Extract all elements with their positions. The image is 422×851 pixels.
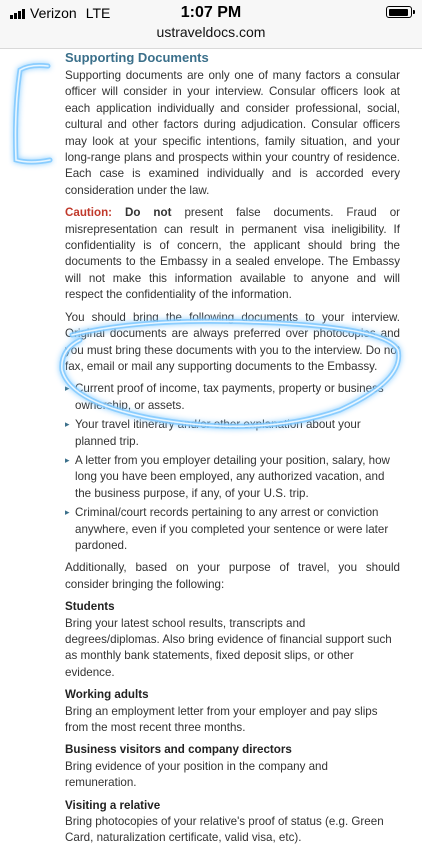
documents-list bbox=[65, 381, 400, 554]
additionally-paragraph: Additionally, based on your purpose of travel, you should consider bringing the following: bbox=[65, 561, 400, 591]
battery-icon bbox=[386, 6, 412, 18]
group-visiting-relative bbox=[65, 798, 400, 847]
group-heading: Visiting a relative bbox=[65, 798, 161, 812]
url-text: ustraveldocs.com bbox=[156, 24, 266, 40]
group-working-adults bbox=[65, 687, 400, 736]
caution-text: present false documents. Fraud or misrepresentation can result in permanent visa ineligibility. If confidentiality is of concern, the applicant should bring the documents to the Embassy in a sealed envelope. The Embassy will not make this information available to anyone and will respect the confidentiality of the information. bbox=[65, 206, 401, 302]
caution-bold: Do not bbox=[125, 206, 172, 220]
page-content bbox=[65, 50, 400, 851]
caution-label: Caution: bbox=[65, 206, 113, 220]
group-text: Bring evidence of your position in the company and remuneration. bbox=[65, 759, 328, 790]
group-students bbox=[65, 599, 400, 681]
network-type: LTE bbox=[85, 5, 111, 21]
list-item: ▸ A letter from you employer detailing your position, salary, how long you have been employed, any authorized vacation, and the business purpose, if any, of your U.S. trip. bbox=[75, 453, 400, 502]
group-heading: Working adults bbox=[65, 688, 149, 702]
group-heading: Business visitors and company directors bbox=[65, 743, 292, 757]
section-title: Supporting Documents bbox=[65, 50, 209, 65]
caution-paragraph bbox=[65, 205, 400, 303]
carrier-name: Verizon bbox=[30, 5, 77, 21]
list-item: ▸ Your travel itinerary and/or other explanation about your planned trip. bbox=[75, 417, 400, 450]
list-item: ▸ Criminal/court records pertaining to any arrest or conviction anywhere, even if you completed your sentence or were later pardoned. bbox=[75, 505, 400, 554]
group-text: Bring an employment letter from your employer and pay slips from the most recent three months. bbox=[65, 704, 378, 735]
intro-paragraph: Supporting documents are only one of many factors a consular officer will consider in your interview. Consular officers look at each application individually and consider professional, social, cultural and other factors during adjudication. Consular officers may look at your specific intentions, family situation, and your long-range plans and prospects within your country of residence. Each case is examined individually and is accorded every consideration under the law. bbox=[65, 69, 400, 197]
clock: 1:07 PM bbox=[180, 4, 242, 21]
list-item: ▸ Current proof of income, tax payments, property or business ownership, or assets. bbox=[75, 381, 400, 414]
group-heading: Students bbox=[65, 600, 115, 614]
address-bar[interactable] bbox=[0, 26, 422, 49]
group-text: Bring photocopies of your relative's proof of status (e.g. Green Card, naturalization certificate, valid visa, etc). bbox=[65, 815, 384, 845]
group-text: Bring your latest school results, transcripts and degrees/diplomas. Also bring evidence of financial support such as monthly bank statements, fixed deposit slips, or other evidence. bbox=[65, 616, 392, 679]
bring-paragraph: You should bring the following documents to your interview. Original documents are always preferred over photocopies and you must bring these documents with you to the interview. Do not fax, email or mail any supporting documents to the Embassy. bbox=[65, 310, 400, 373]
